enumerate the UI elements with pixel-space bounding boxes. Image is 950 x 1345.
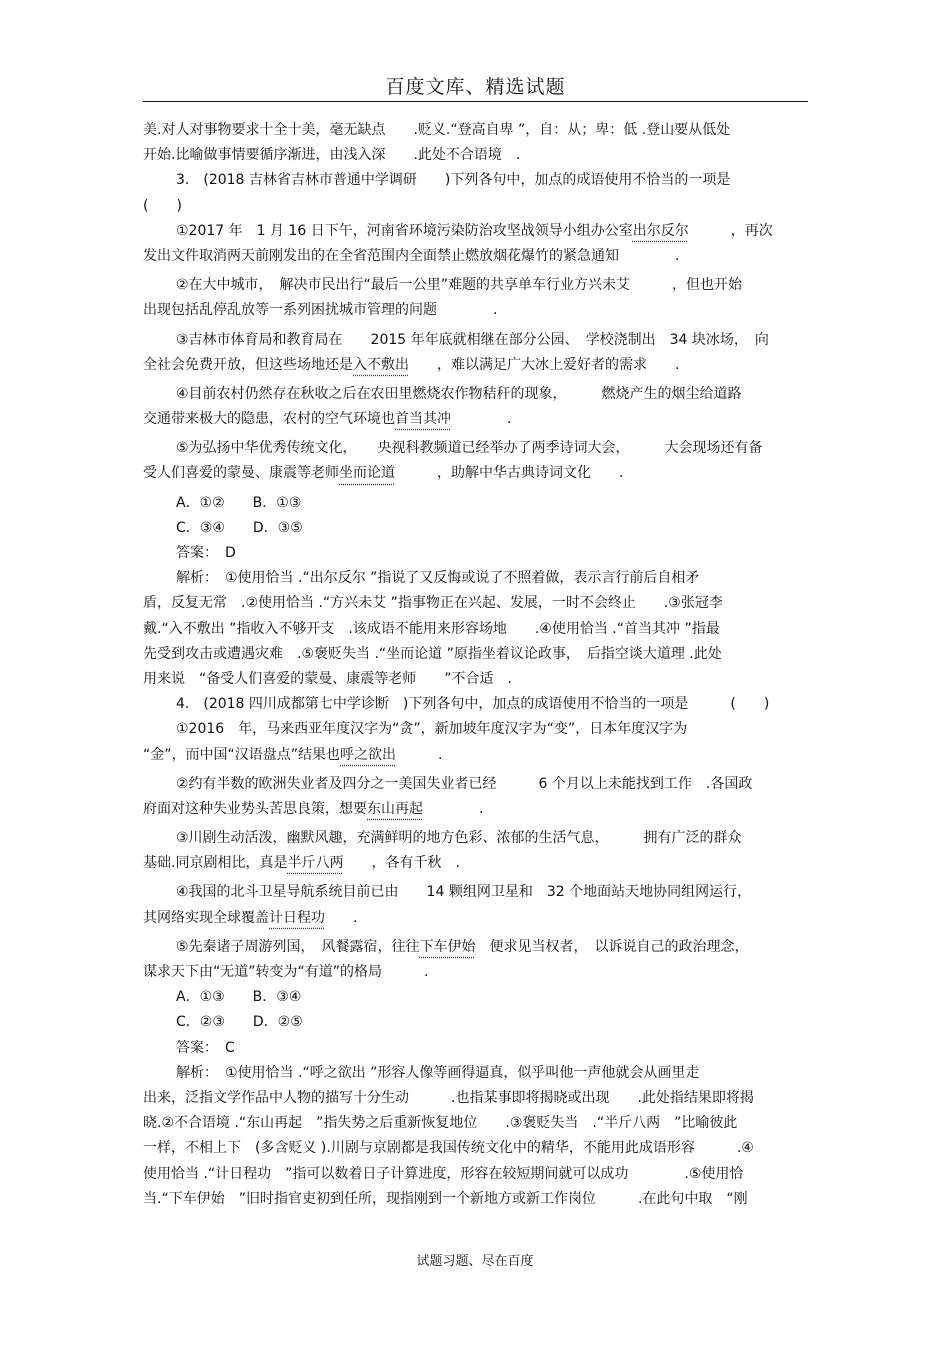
text-line: 全社会免费开放，但这些场地还是入不敷出 ，难以满足广大冰上爱好者的需求 . [143, 356, 680, 373]
text-line: 用来说 “备受人们喜爱的蒙曼、康震等老师 ”不合适 . [143, 670, 512, 687]
text-line: ⑤为弘扬中华优秀传统文化， 央视科教频道已经举办了两季诗词大会， 大会现场还有备 [176, 440, 763, 457]
text-line: 使用恰当 .“计日程功 ”指可以数着日子计算进度，形容在较短期间就可以成功 .⑤使用恰 [143, 1165, 744, 1182]
emphasized-idiom: 首当其冲 [395, 411, 451, 428]
text-line: 交通带来极大的隐患，农村的空气环境也首当其冲 . [143, 411, 512, 428]
document-body [143, 118, 808, 1212]
text-line: 答案： C [176, 1039, 235, 1056]
text-line: 晓.②不合语境 .“东山再起 ”指失势之后重新恢复地位 .③褒贬失当 .“半斤八两 ”比喻彼此 [143, 1115, 738, 1132]
emphasized-idiom: 东山再起 [367, 800, 423, 817]
text-line: ②在大中城市， 解决市民出行“最后一公里”难题的共享单车行业方兴未艾 ，但也开始 [176, 277, 743, 294]
text-line: ( ) [143, 197, 182, 214]
text-line: 其网络实现全球覆盖计日程功 . [143, 909, 358, 926]
text-line: 一样，不相上下 (多含贬义 ).川剧与京剧都是我国传统文化中的精华，不能用此成语形容 .④ [143, 1140, 754, 1157]
page-footer: 试题习题、尽在百度 [416, 1254, 534, 1269]
emphasized-idiom: 计日程功 [269, 909, 325, 926]
emphasized-idiom: 半斤八两 [287, 855, 344, 872]
text-line: 戴.“入不敷出 ”指收入不够开支 .该成语不能用来形容场地 .④使用恰当 .“首当其冲 ”指最 [143, 620, 720, 637]
text-line: 答案： D [176, 545, 236, 561]
text-line: ⑤先秦诸子周游列国， 风餐露宿，往往下车伊始 便求见当权者， 以诉说自己的政治理念， [176, 938, 749, 955]
text-line: 3. (2018 吉林省吉林市普通中学调研 )下列各句中，加点的成语使用不恰当的一项是 [176, 172, 731, 189]
emphasized-idiom: 坐而论道 [339, 465, 395, 482]
text-line: 府面对这种失业势头苦思良策，想要东山再起 . [143, 800, 484, 817]
emphasized-idiom: 入不敷出 [353, 356, 409, 373]
text-line: A．①② B．①③ [176, 494, 302, 511]
text-line: 先受到攻击或遭遇灾难 .⑤褒贬失当 .“坐而论道 ”原指坐着议论政事， 后指空谈大道理 .此处 [143, 645, 722, 662]
text-line: 解析： ①使用恰当 .“呼之欲出 ”形容人像等画得逼真，似乎叫他一声他就会从画里走 [176, 1064, 700, 1081]
text-line: A．①③ B．③④ [176, 989, 302, 1006]
text-line: 盾，反复无常 .②使用恰当 .“方兴未艾 ”指事物正在兴起、发展，一时不会终止 .③张冠李 [143, 595, 723, 612]
text-line: 发出文件取消两天前刚发出的在全省范围内全面禁止燃放烟花爆竹的紧急通知 . [143, 247, 680, 264]
text-line: ②约有半数的欧洲失业者及四分之一美国失业者已经 6 个月以上未能找到工作 .各国政 [176, 775, 753, 792]
emphasized-idiom: 出尔反尔 [632, 222, 689, 239]
text-line: 基础.同京剧相比，真是半斤八两 ，各有千秋 . [143, 855, 460, 872]
header-rule [143, 101, 808, 102]
text-line: C．③④ D．③⑤ [176, 519, 303, 536]
text-line: 美.对人对事物要求十全十美，毫无缺点 .贬义.“登高自卑 ”，自：从；卑：低 .登山要从低处 [143, 122, 731, 138]
emphasized-idiom: 下车伊始 [419, 938, 476, 955]
text-line: 4. (2018 四川成都第七中学诊断 )下列各句中，加点的成语使用不恰当的一项是 ( ) [176, 696, 770, 713]
emphasized-idiom: 呼之欲出 [340, 746, 397, 763]
text-line: ③川剧生动活泼，幽默风趣，充满鲜明的地方色彩、浓郁的生活气息， 拥有广泛的群众 [176, 830, 742, 847]
page-header-title: 百度文库、精选试题 [385, 76, 566, 98]
text-line: 开始.比喻做事情要循序渐进，由浅入深 .此处不合语境 . [143, 147, 521, 164]
text-line: 出来，泛指文学作品中人物的描写十分生动 .也指某事即将揭晓或出现 .此处指结果即将揭 [143, 1089, 754, 1106]
text-line: 出现包括乱停乱放等一系列困扰城市管理的问题 . [143, 302, 498, 319]
text-line: 谋求天下由“无道”转变为“有道”的格局 . [143, 964, 429, 980]
text-line: ④目前农村仍然存在秋收之后在农田里燃烧农作物秸秆的现象， 燃烧产生的烟尘给道路 [176, 385, 742, 402]
text-line: 当.“下车伊始 ”旧时指官吏初到任所，现指刚到一个新地方或新工作岗位 .在此句中取 “刚 [143, 1190, 748, 1207]
text-line: ③吉林市体育局和教育局在 2015 年年底就相继在部分公园、 学校浇制出 34 块冰场， 向 [176, 331, 769, 348]
text-line: 受人们喜爱的蒙曼、康震等老师坐而论道 ，助解中华古典诗词文化 . [143, 465, 624, 482]
text-line: C．②③ D．②⑤ [176, 1014, 303, 1031]
text-line: “金”，而中国“汉语盘点”结果也呼之欲出 . [143, 746, 443, 763]
text-line: 解析： ①使用恰当 .“出尔反尔 ”指说了又反悔或说了不照着做，表示言行前后自相矛 [176, 570, 700, 587]
text-line: ①2017 年 1 月 16 日下午，河南省环境污染防治攻坚战领导小组办公室出尔反尔 ，再次 [176, 222, 773, 239]
text-line: ④我国的北斗卫星导航系统目前已由 14 颗组网卫星和 32 个地面站天地协同组网运行， [176, 884, 752, 901]
text-line: ①2016 年，马来西亚年度汉字为“贪”，新加坡年度汉字为“变”，日本年度汉字为 [176, 721, 688, 738]
